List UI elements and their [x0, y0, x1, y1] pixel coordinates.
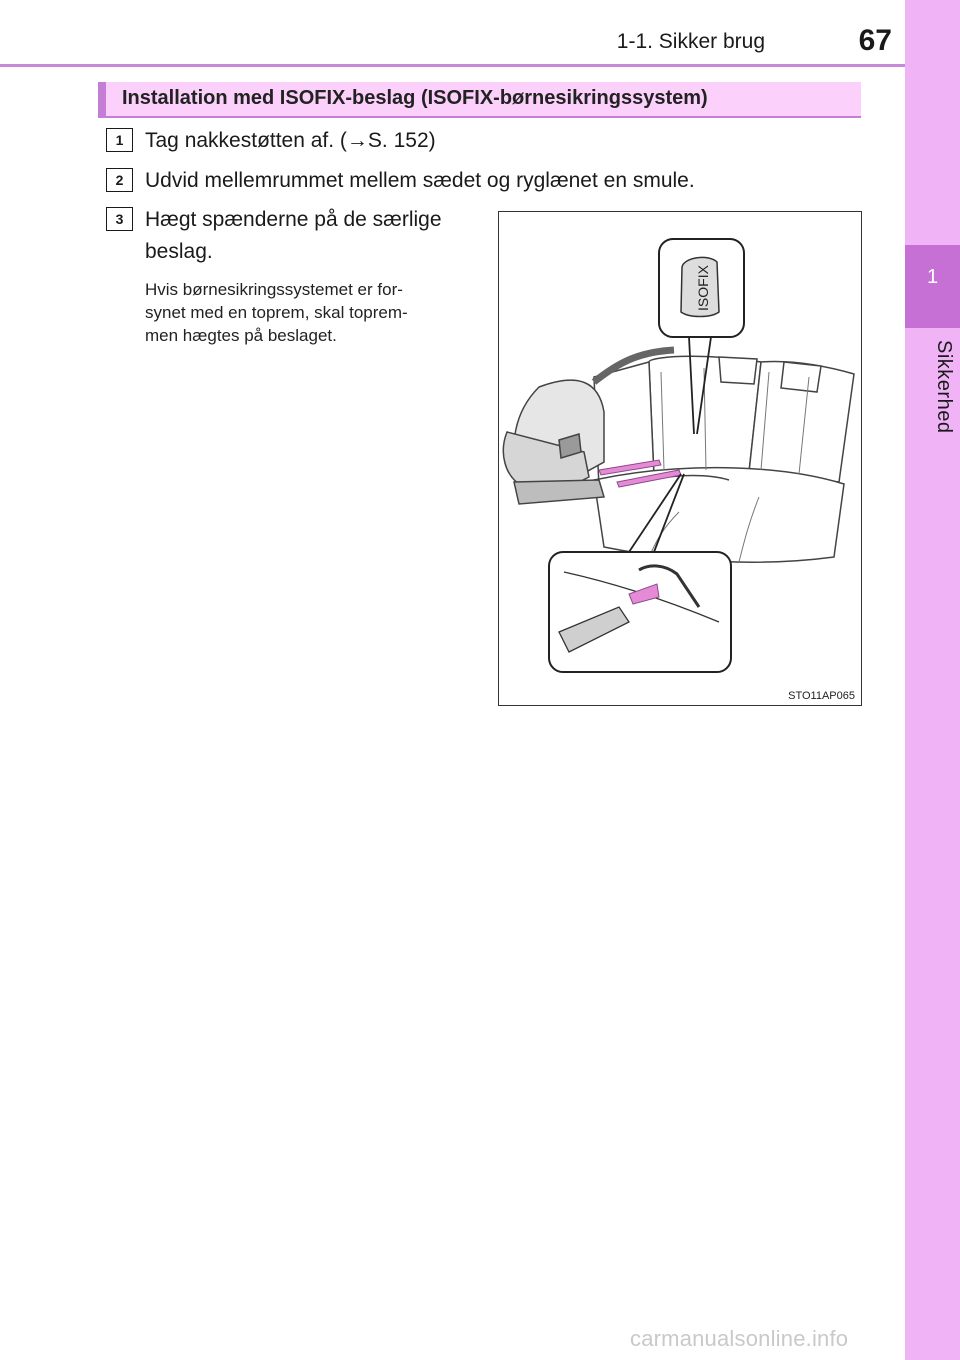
step-text-3-line2: beslag.	[145, 240, 213, 263]
isofix-drawing	[499, 212, 862, 706]
rear-seat-illustration	[594, 356, 854, 562]
side-tab	[905, 0, 960, 1360]
header-rule	[0, 64, 905, 67]
header-section-title: 1-1. Sikker brug	[616, 30, 765, 53]
step-note-3-line1: Hvis børnesikringssystemet er for-	[145, 280, 403, 299]
step-text-3-line1: Hægt spænderne på de særlige	[145, 208, 442, 231]
step-text-2: Udvid mellemrummet mellem sædet og ryglænet en smule.	[145, 169, 695, 192]
isofix-illustration	[498, 211, 862, 706]
step-number-3: 3	[106, 207, 133, 231]
isofix-label: ISOFIX	[695, 265, 711, 311]
step-number-1: 1	[106, 128, 133, 152]
chapter-number: 1	[926, 266, 939, 288]
step-number-2: 2	[106, 168, 133, 192]
watermark: carmanualsonline.info	[630, 1326, 849, 1351]
figure-code: STO11AP065	[788, 690, 855, 702]
step-text-1: Tag nakkestøtten af. (→S. 152)	[145, 129, 436, 152]
section-title-band	[98, 82, 861, 118]
section-title: Installation med ISOFIX-beslag (ISOFIX-børnesikringssystem)	[122, 87, 708, 109]
page-number: 67	[858, 24, 892, 57]
step-note-3-line3: men hægtes på beslaget.	[145, 326, 337, 345]
step-note-3-line2: synet med en toprem, skal toprem-	[145, 303, 408, 322]
child-seat-illustration	[503, 380, 604, 504]
chapter-label: Sikkerhed	[933, 340, 955, 434]
